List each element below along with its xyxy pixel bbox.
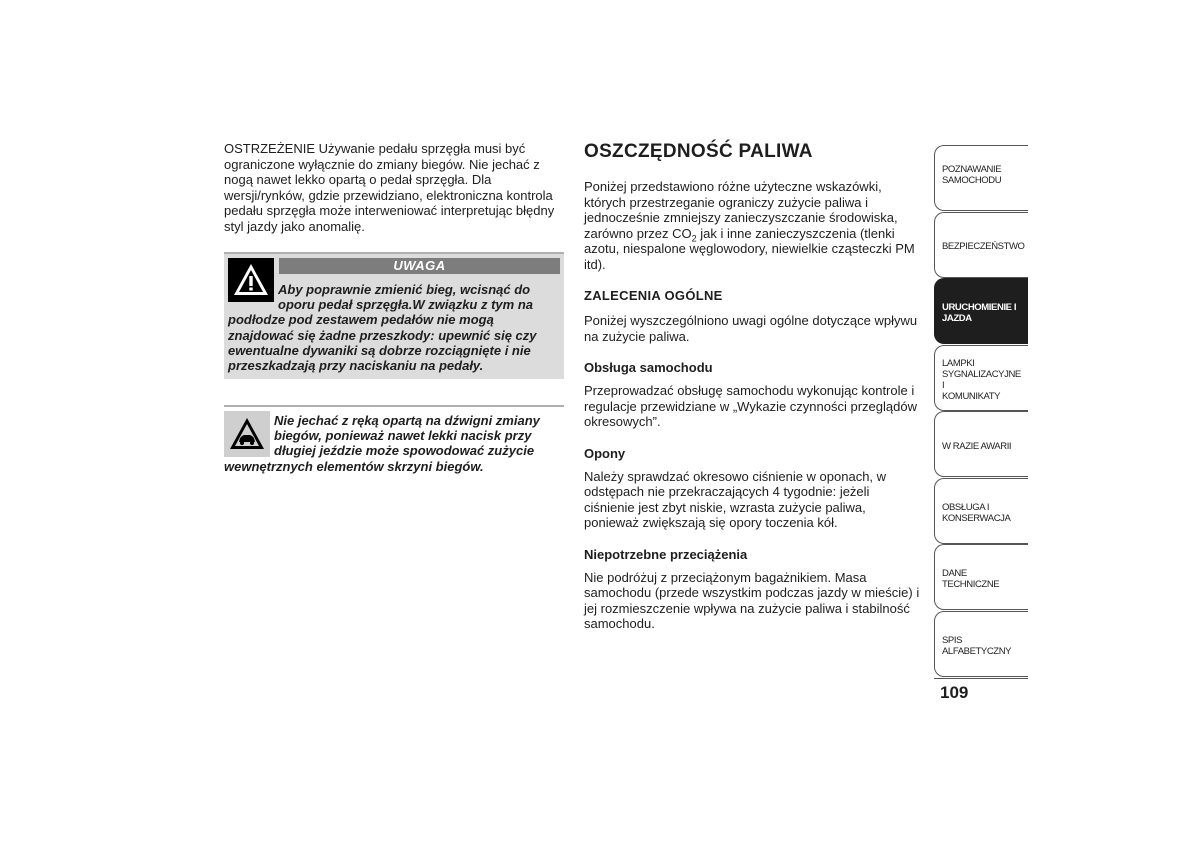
co2-subscript: 2 [691,233,697,244]
service-heading: Obsługa samochodu [584,360,713,375]
left-column [224,141,564,234]
tyres-text: Należy sprawdzać okresowo ciśnienie w oponach, w odstępach nie przekraczających 4 tygodnie: jeżeli ciśnienie jest zbyt niskie, wzrasta zużycie paliwa, ponieważ zwiększają się opory toczenia kół. [584,468,887,530]
chapter-tabs [934,145,1028,677]
tip-line-1: Nie jechać z ręką opartą na dźwigni zmiany [274,413,540,428]
page-title: OSZCZĘDNOŚĆ PALIWA [584,141,813,162]
page-number: 109 [940,683,969,702]
tab-lampki-sygnalizacyjne[interactable]: LAMPKI SYGNALIZACYJNE I KOMUNIKATY [934,345,1028,411]
tip-line-3: długiej jeździe może spowodować zużycie [274,443,535,459]
tab-w-razie-awarii[interactable]: W RAZIE AWARII [934,411,1028,477]
tabs-bottom-divider [934,678,1028,679]
tab-uruchomienie-i-jazda[interactable]: URUCHOMIENIE I JAZDA [934,278,1028,344]
tab-bezpieczenstwo[interactable]: BEZPIECZEŃSTWO [934,212,1028,278]
notice-line-1: Aby poprawnie zmienić bieg, wcisnąć do [278,282,531,297]
clutch-warning-paragraph: OSTRZEŻENIE Używanie pedału sprzęgła musi być ograniczone wyłącznie do zmiany biegów. Nie jechać z nogą nawet lekko opartą o pedał sprzęgła. Dla wersji/rynków, gdzie przewidziano, elektroniczna kontrola pedału sprzęgła może interweniować interpretując błędny styl jazdy jako anomalię. [224,141,555,234]
tab-spis-alfabetyczny[interactable]: SPIS ALFABETYCZNY [934,611,1028,677]
overload-heading: Niepotrzebne przeciążenia [584,546,748,562]
tip-text [224,413,564,474]
overload-text: Nie podróżuj z przeciążonym bagażnikiem. Masa samochodu (przede wszystkim podczas jazdy w mieście) i jej rozmieszczenie wpływa na zużycie paliwa i stabilność samochodu. [584,569,920,631]
notice-text [228,282,562,373]
notice-heading: UWAGA [279,258,560,274]
notice-line-2: oporu pedał sprzęgła.W związku z tym na [278,297,533,313]
general-heading: ZALECENIA OGÓLNE [584,288,723,303]
tab-obsluga-i-konserwacja[interactable]: OBSŁUGA I KONSERWACJA [934,478,1028,544]
tyres-heading: Opony [584,445,626,461]
tab-dane-techniczne[interactable]: DANE TECHNICZNE [934,544,1028,610]
service-text: Przeprowadzać obsługę samochodu wykonując kontrole i regulacje przewidziane w „Wykazie czynności przeglądów okresowych”. [584,383,917,429]
intro-paragraph: Poniżej przedstawiono różne użyteczne wskazówki, których przestrzeganie ograniczy zużycie paliwa i jednocześnie zmniejszy zanieczyszczanie środowiska, zarówno przez $CO_2$ jak i inne zanieczyszczenia (tlenki azotu, niespalone węglowodory, niewielkie cząsteczki PM itd). [584,179,915,272]
tip-box [224,405,564,482]
notice-rest: podłodze pod zestawem pedałów nie mogą znajdować się żadne przeszkody: upewnić się czy ewentualne dywaniki są dobrze rozciągnięte i nie przeszkadzają przy naciskaniu na pedały. [228,312,537,374]
right-column [584,141,920,648]
tip-line-2: biegów, ponieważ nawet lekki nacisk przy [274,428,532,444]
tab-poznawanie-samochodu[interactable]: POZNAWANIE SAMOCHODU [934,145,1028,211]
general-text: Poniżej wyszczególniono uwagi ogólne dotyczące wpływu na zużycie paliwa. [584,313,918,344]
tip-rest: wewnętrznych elementów skrzyni biegów. [224,458,484,474]
notice-box [224,252,564,379]
